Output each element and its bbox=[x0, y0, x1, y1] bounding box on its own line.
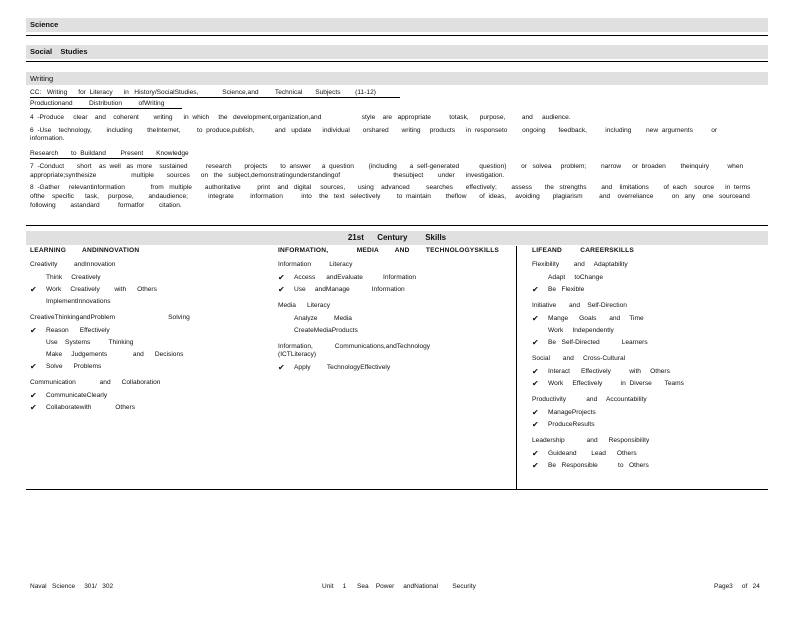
production-underline bbox=[30, 108, 182, 109]
skills-column-title: INFORMATION, MEDIA AND TECHNOLOGYSKILLS bbox=[278, 247, 500, 254]
footer-center: Unit 1 Sea Power andNational Security bbox=[322, 583, 476, 590]
skill-group bbox=[30, 261, 270, 308]
skills-title: 21st Century Skills bbox=[347, 233, 447, 242]
skill-item bbox=[532, 325, 762, 337]
writing-item-6: 6 -Use technology, including theInternet, to produce,publish, and update individual orshared writing products in responseto ongoing feedback, including new arguments or bbox=[30, 127, 718, 134]
cc-line: CC: Writing for Literacy in History/SocialStudies, Science,and Technical Subjects (11-12) bbox=[30, 89, 376, 96]
skill-item-label: Mange Goals and Time bbox=[548, 315, 644, 322]
subsection-title: Social Studies bbox=[30, 47, 88, 56]
writing-item-8-cont: ofthe specific task, purpose, andaudience; integrate information into the text selectively to maintain theflow of ideas, avoiding plagiarism and overreliance on any one sourceand bbox=[30, 193, 750, 200]
skill-item-label: Reason Effectively bbox=[46, 327, 110, 334]
check-icon: ✔ bbox=[30, 326, 37, 335]
skill-item-label: Apply TechnologyEffectively bbox=[294, 364, 391, 371]
skill-item-label: Analyze Media bbox=[294, 315, 352, 322]
footer-left: Naval Science 301/ 302 bbox=[30, 583, 114, 590]
skill-group bbox=[532, 302, 762, 349]
skill-group bbox=[30, 314, 270, 373]
skill-item bbox=[278, 272, 513, 284]
skill-group-title: Information, Communications,andTechnology bbox=[278, 343, 431, 350]
skill-item bbox=[532, 419, 762, 431]
skill-item-label: Guideand Lead Others bbox=[548, 450, 637, 457]
skill-group-title: Leadership and Responsibility bbox=[532, 437, 650, 444]
skill-group bbox=[278, 343, 513, 374]
skill-group bbox=[532, 355, 762, 390]
check-icon: ✔ bbox=[278, 273, 285, 282]
skill-item-label: Adapt toChange bbox=[548, 274, 603, 281]
writing-item-7-cont: appropriate;synthesize multiple sources on the subject,demonstratingunderstandingof thesubject under investigation. bbox=[30, 172, 505, 179]
subject-bar bbox=[26, 18, 768, 32]
check-icon: ✔ bbox=[532, 379, 539, 388]
skill-item bbox=[30, 296, 270, 308]
skill-item-label: ManageProjects bbox=[548, 409, 596, 416]
skill-item bbox=[30, 349, 270, 361]
column-divider bbox=[516, 246, 517, 489]
writing-item-6-cont: information. bbox=[30, 135, 65, 142]
skill-item bbox=[532, 378, 762, 390]
skill-item-label: Use andManage Information bbox=[294, 286, 405, 293]
skills-column-information bbox=[278, 247, 513, 380]
production-heading: Productionand Distribution ofWriting bbox=[30, 100, 165, 107]
skill-item bbox=[532, 313, 762, 325]
skill-item bbox=[278, 284, 513, 296]
writing-item-4: 4 -Produce clear and coherent writing in which the development,organization,and style are appropriate totask, purpose, and audience. bbox=[30, 114, 571, 121]
skill-item-label: Interact Effectively with Others bbox=[548, 368, 670, 375]
research-heading: Research to Buildand Present Knowledge bbox=[30, 150, 189, 157]
writing-item-7: 7 -Conduct short as well as more sustained research projects to answer a question (including a self-generated question) or solvea problem; narrow or broaden theinquiry when bbox=[30, 163, 744, 170]
writing-title: Writing bbox=[30, 74, 54, 83]
skill-group bbox=[532, 261, 762, 296]
skill-item bbox=[532, 284, 762, 296]
subsection-bar bbox=[26, 45, 768, 59]
skill-item bbox=[30, 284, 270, 296]
skills-header bbox=[26, 231, 768, 245]
skills-column-title: LIFEAND CAREERSKILLS bbox=[532, 247, 634, 254]
skill-item bbox=[532, 460, 762, 472]
skill-item-label: Collaboratewith Others bbox=[46, 404, 136, 411]
check-icon: ✔ bbox=[532, 408, 539, 417]
subject-title: Science bbox=[30, 20, 59, 29]
skill-item-label: Access andEvaluate Information bbox=[294, 274, 417, 281]
skill-item bbox=[532, 337, 762, 349]
skill-group-title: Communication and Collaboration bbox=[30, 379, 161, 386]
footer-right: Page3 of 24 bbox=[714, 583, 760, 590]
skill-group-title: Media Literacy bbox=[278, 302, 331, 309]
skills-bottom-rule bbox=[26, 489, 768, 490]
skill-item bbox=[532, 448, 762, 460]
skill-item-label: ImplementInnovations bbox=[46, 298, 111, 305]
check-icon: ✔ bbox=[30, 362, 37, 371]
skill-item bbox=[30, 272, 270, 284]
skill-item bbox=[30, 402, 270, 414]
writing-bar bbox=[26, 72, 768, 85]
skill-group-title: Social and Cross-Cultural bbox=[532, 355, 626, 362]
check-icon: ✔ bbox=[278, 285, 285, 294]
skill-group-subtitle: (ICTLiteracy) bbox=[278, 351, 317, 358]
skill-group bbox=[30, 379, 270, 414]
check-icon: ✔ bbox=[532, 285, 539, 294]
skill-group bbox=[278, 302, 513, 337]
skill-item-label: Be Self-Directed Learners bbox=[548, 339, 648, 346]
skill-group bbox=[532, 437, 762, 472]
check-icon: ✔ bbox=[278, 363, 285, 372]
skill-item bbox=[532, 366, 762, 378]
skill-item bbox=[278, 325, 513, 337]
skill-group-title: Information Literacy bbox=[278, 261, 353, 268]
skills-column-learning bbox=[30, 247, 270, 420]
writing-item-8: 8 -Gather relevantinformation from multiple authoritative print and digital sources, using advanced searches effectively; assess the strengths and limitations of each source in terms bbox=[30, 184, 751, 191]
skill-group-title: Creativity andInnovation bbox=[30, 261, 116, 268]
cc-underline bbox=[30, 97, 400, 98]
research-underline bbox=[30, 158, 182, 159]
check-icon: ✔ bbox=[532, 420, 539, 429]
skill-group-title: Flexibility and Adaptability bbox=[532, 261, 628, 268]
check-icon: ✔ bbox=[30, 391, 37, 400]
skill-group-title: CreativeThinkingandProblem Solving bbox=[30, 314, 190, 321]
skill-item-label: Be Responsible to Others bbox=[548, 462, 649, 469]
skill-item-label: Make Judgements and Decisions bbox=[46, 351, 184, 358]
check-icon: ✔ bbox=[532, 314, 539, 323]
check-icon: ✔ bbox=[532, 338, 539, 347]
check-icon: ✔ bbox=[30, 403, 37, 412]
skill-item bbox=[532, 407, 762, 419]
skill-item-label: Solve Problems bbox=[46, 363, 102, 370]
skill-item bbox=[30, 390, 270, 402]
divider bbox=[26, 225, 768, 226]
skill-item-label: Be Flexible bbox=[548, 286, 585, 293]
skills-column-life-career bbox=[532, 247, 762, 478]
skill-item-label: CreateMediaProducts bbox=[294, 327, 358, 334]
skill-item bbox=[30, 337, 270, 349]
skill-group bbox=[278, 261, 513, 296]
skill-item-label: Think Creatively bbox=[46, 274, 101, 281]
skill-item-label: CommunicateClearly bbox=[46, 392, 108, 399]
skill-group-title: Productivity and Accountability bbox=[532, 396, 647, 403]
skill-item-label: Work Effectively in Diverse Teams bbox=[548, 380, 684, 387]
skill-group bbox=[532, 396, 762, 431]
skill-item bbox=[30, 361, 270, 373]
divider bbox=[26, 35, 768, 36]
skill-item bbox=[278, 362, 513, 374]
check-icon: ✔ bbox=[532, 449, 539, 458]
skill-item-label: ProduceResults bbox=[548, 421, 595, 428]
skill-group-title: Initiative and Self-Direction bbox=[532, 302, 627, 309]
check-icon: ✔ bbox=[30, 285, 37, 294]
skills-column-title: LEARNING ANDINNOVATION bbox=[30, 247, 140, 254]
check-icon: ✔ bbox=[532, 367, 539, 376]
skill-item bbox=[278, 313, 513, 325]
skill-item bbox=[532, 272, 762, 284]
check-icon: ✔ bbox=[532, 461, 539, 470]
skill-item-label: Use Systems Thinking bbox=[46, 339, 134, 346]
skill-item-label: Work Creatively with Others bbox=[46, 286, 157, 293]
skill-item bbox=[30, 325, 270, 337]
skill-item-label: Work Independently bbox=[548, 327, 614, 334]
divider bbox=[26, 61, 768, 62]
writing-item-8-cont2: following astandard formatfor citation. bbox=[30, 202, 182, 209]
